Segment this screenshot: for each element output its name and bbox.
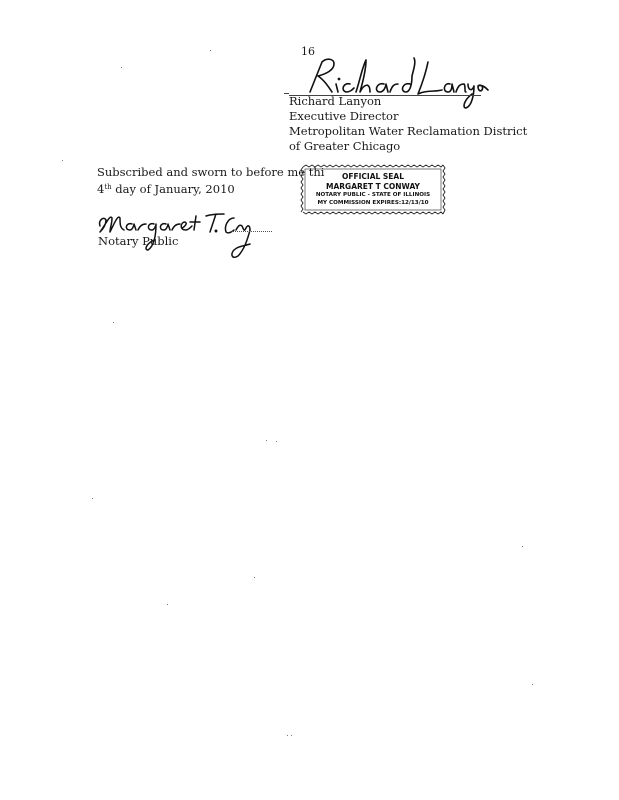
signer-block — [289, 94, 527, 154]
page-number: 16 — [301, 45, 315, 58]
scan-speck — [266, 440, 267, 441]
jurat-line1: Subscribed and sworn to before me thi — [97, 165, 325, 179]
seal-expiration: MY COMMISSION EXPIRES:12/13/10 — [317, 200, 429, 206]
jurat-day: 4 — [97, 182, 105, 196]
scan-speck — [121, 67, 122, 68]
scan-speck — [167, 604, 168, 605]
signer-title: Executive Director — [289, 109, 399, 123]
scan-speck — [276, 441, 277, 442]
seal-title: OFFICIAL SEAL — [341, 172, 404, 181]
notary-label: Notary Public — [98, 234, 179, 248]
jurat-day-suffix: th — [104, 183, 112, 191]
scan-speck — [287, 735, 288, 736]
scan-speck — [291, 735, 292, 736]
scan-speck — [254, 577, 255, 578]
scan-speck — [62, 160, 63, 161]
seal-state: NOTARY PUBLIC - STATE OF ILLINOIS — [315, 192, 431, 198]
jurat-block — [97, 165, 324, 197]
scan-speck — [92, 498, 93, 499]
notary-seal — [300, 164, 446, 215]
jurat-date-rest: day of January, 2010 — [111, 182, 235, 196]
notary-signature-line — [232, 231, 272, 233]
scan-speck — [113, 322, 114, 323]
signer-name: Richard Lanyon — [289, 94, 382, 108]
seal-name: MARGARET T CONWAY — [326, 182, 420, 191]
scan-speck — [522, 546, 523, 547]
jurat-line2 — [97, 180, 324, 197]
scan-speck — [210, 50, 211, 51]
signer-org-line1: Metropolitan Water Reclamation District — [289, 124, 528, 138]
signer-org-line2: of Greater Chicago — [289, 139, 401, 153]
scan-speck — [532, 684, 533, 685]
